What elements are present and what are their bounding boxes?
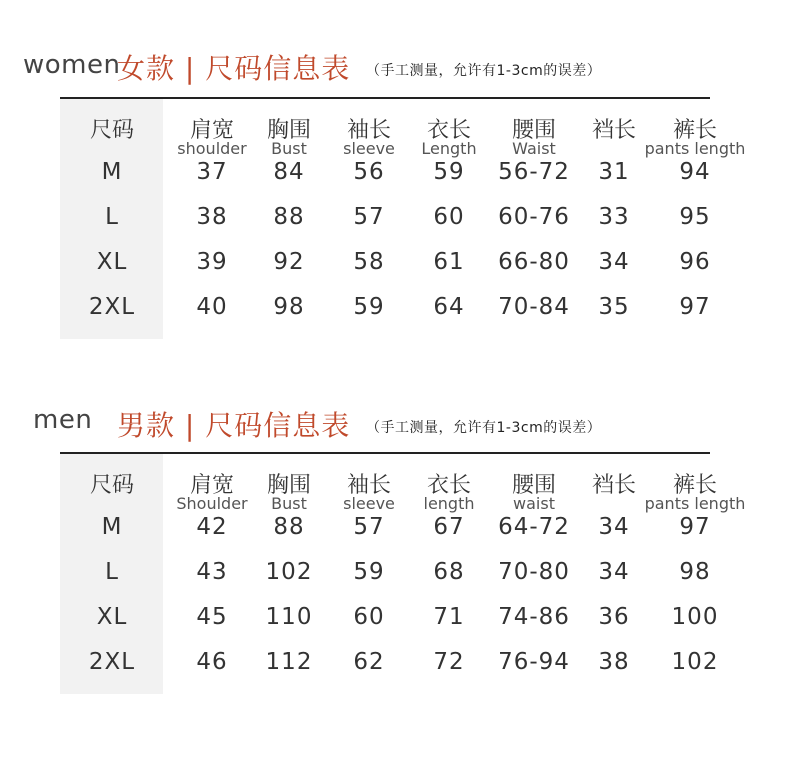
table-cell: 68 [433, 559, 465, 585]
header-cn-6: 裆长 [591, 118, 636, 143]
table-cell: 33 [598, 204, 630, 230]
table-cell: 72 [433, 649, 465, 675]
table-cell: 57 [353, 204, 385, 230]
header-cn-3: 袖长 [346, 118, 391, 143]
table-cell: 42 [196, 514, 228, 540]
header-cn-5: 腰围 [511, 118, 556, 143]
table-cell: 70-84 [498, 294, 570, 320]
table-cell: 45 [196, 604, 228, 630]
header-en-5: Waist [512, 139, 556, 158]
header-en-4: Length [421, 139, 477, 158]
table-cell: 57 [353, 514, 385, 540]
size-label: XL [96, 604, 128, 630]
header-cn-5: 腰围 [511, 473, 556, 498]
header-cn-1: 肩宽 [189, 118, 234, 143]
women-title-en: women [23, 50, 121, 80]
table-cell: 97 [679, 514, 711, 540]
table-cell: 39 [196, 249, 228, 275]
table-cell: 56-72 [498, 159, 570, 185]
table-cell: 67 [433, 514, 465, 540]
women-title-cn: 女款 | 尺码信息表 [117, 52, 351, 85]
table-cell: 64 [433, 294, 465, 320]
header-en-2: Bust [271, 139, 307, 158]
header-cn-4: 衣长 [426, 118, 471, 143]
header-en-2: Bust [271, 494, 307, 513]
table-cell: 60-76 [498, 204, 570, 230]
table-cell: 38 [598, 649, 630, 675]
header-cn-7: 裤长 [672, 473, 717, 498]
table-cell: 60 [433, 204, 465, 230]
women-measurement-note: （手工测量，允许有1-3cm的误差） [366, 63, 602, 79]
table-cell: 100 [671, 604, 719, 630]
table-cell: 102 [671, 649, 719, 675]
men-title-cn: 男款 | 尺码信息表 [117, 409, 351, 442]
header-en-1: shoulder [177, 139, 247, 158]
size-label: 2XL [88, 294, 136, 320]
table-cell: 43 [196, 559, 228, 585]
table-cell: 37 [196, 159, 228, 185]
size-label: M [101, 514, 123, 540]
table-cell: 88 [273, 514, 305, 540]
men-measurement-note: （手工测量，允许有1-3cm的误差） [366, 420, 602, 436]
table-cell: 95 [679, 204, 711, 230]
table-cell: 88 [273, 204, 305, 230]
table-cell: 61 [433, 249, 465, 275]
size-label: L [105, 559, 119, 585]
men-title-en: men [33, 405, 93, 435]
table-cell: 70-80 [498, 559, 570, 585]
header-en-7: pants length [644, 139, 746, 158]
table-cell: 46 [196, 649, 228, 675]
table-cell: 97 [679, 294, 711, 320]
table-cell: 59 [353, 294, 385, 320]
table-cell: 92 [273, 249, 305, 275]
table-cell: 74-86 [498, 604, 570, 630]
size-label: XL [96, 249, 128, 275]
table-cell: 40 [196, 294, 228, 320]
header-cn-2: 胸围 [266, 118, 311, 143]
table-cell: 71 [433, 604, 465, 630]
table-cell: 34 [598, 559, 630, 585]
table-cell: 98 [679, 559, 711, 585]
table-cell: 102 [265, 559, 313, 585]
header-cn-2: 胸围 [266, 473, 311, 498]
header-cn-6: 裆长 [591, 473, 636, 498]
table-cell: 110 [265, 604, 313, 630]
header-en-3: sleeve [343, 494, 395, 513]
table-cell: 34 [598, 249, 630, 275]
size-label: 2XL [88, 649, 136, 675]
table-cell: 94 [679, 159, 711, 185]
table-cell: 59 [353, 559, 385, 585]
table-cell: 76-94 [498, 649, 570, 675]
header-en-5: waist [513, 494, 555, 513]
header-en-7: pants length [644, 494, 746, 513]
header-cn-0: 尺码 [89, 118, 134, 143]
table-cell: 59 [433, 159, 465, 185]
table-cell: 112 [265, 649, 313, 675]
table-cell: 58 [353, 249, 385, 275]
header-en-1: Shoulder [176, 494, 248, 513]
header-en-4: length [423, 494, 475, 513]
table-cell: 66-80 [498, 249, 570, 275]
header-en-3: sleeve [343, 139, 395, 158]
header-cn-1: 肩宽 [189, 473, 234, 498]
header-cn-4: 衣长 [426, 473, 471, 498]
table-cell: 98 [273, 294, 305, 320]
size-label: M [101, 159, 123, 185]
header-cn-7: 裤长 [672, 118, 717, 143]
header-cn-3: 袖长 [346, 473, 391, 498]
table-cell: 35 [598, 294, 630, 320]
table-cell: 60 [353, 604, 385, 630]
table-cell: 62 [353, 649, 385, 675]
table-cell: 36 [598, 604, 630, 630]
table-cell: 38 [196, 204, 228, 230]
table-cell: 84 [273, 159, 305, 185]
size-label: L [105, 204, 119, 230]
header-cn-0: 尺码 [89, 473, 134, 498]
table-cell: 34 [598, 514, 630, 540]
table-cell: 56 [353, 159, 385, 185]
table-cell: 64-72 [498, 514, 570, 540]
table-cell: 31 [598, 159, 630, 185]
table-cell: 96 [679, 249, 711, 275]
